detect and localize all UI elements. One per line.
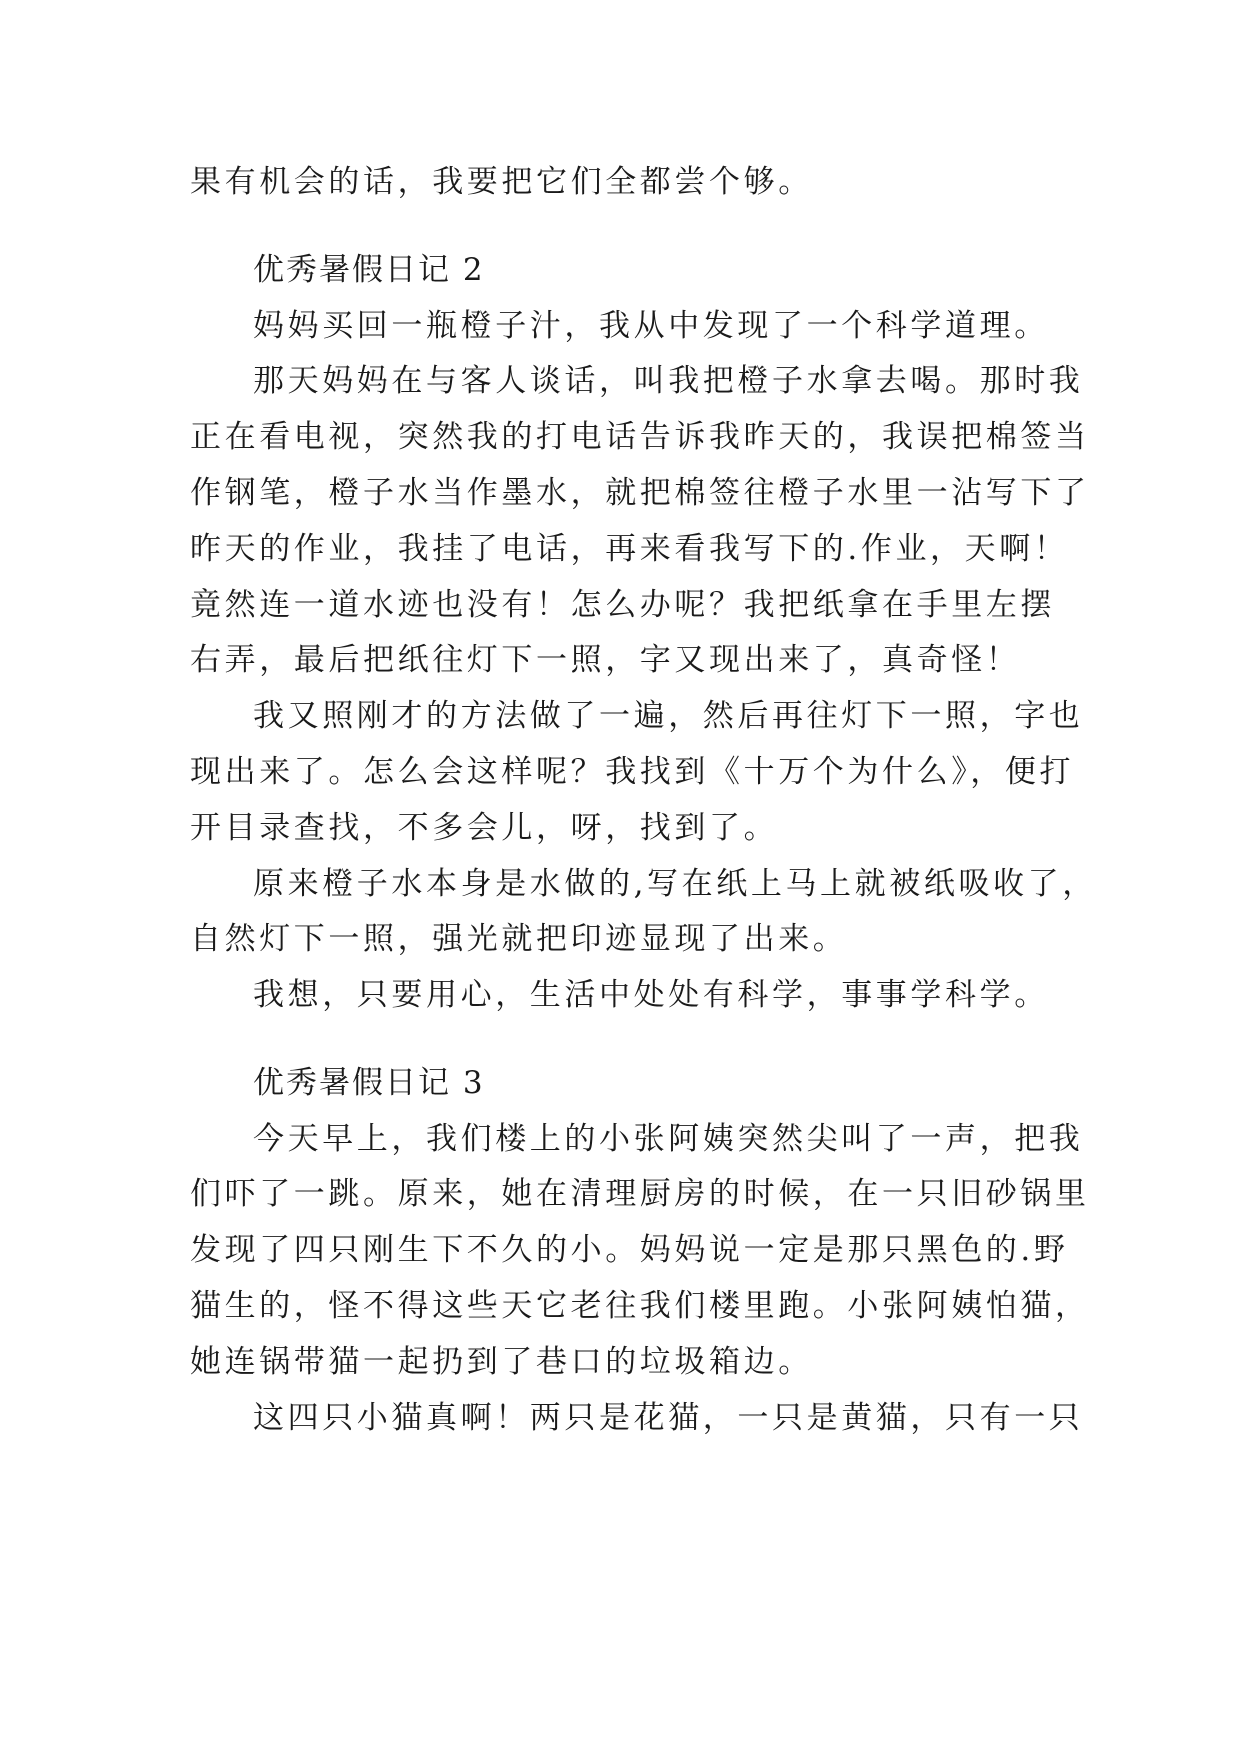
text-line: 昨天的作业，我挂了电话，再来看我写下的.作业，天啊！: [190, 531, 1069, 567]
text-line: 发现了四只刚生下不久的小。妈妈说一定是那只黑色的.野: [190, 1232, 1069, 1268]
text-line: 开目录查找，不多会儿，呀，找到了。: [190, 810, 779, 846]
text-line: 妈妈买回一瓶橙子汁，我从中发现了一个科学道理。: [253, 308, 1049, 344]
text-line: 们吓了一跳。原来，她在清理厨房的时候，在一只旧砂锅里: [190, 1176, 1090, 1212]
text-line: 竟然连一道水迹也没有！怎么办呢？我把纸拿在手里左摆: [190, 587, 1055, 623]
text-line: 自然灯下一照，强光就把印迹显现了出来。: [190, 921, 848, 957]
diary-heading-2: 优秀暑假日记 2: [253, 252, 485, 288]
text-line: 她连锅带猫一起扔到了巷口的垃圾箱边。: [190, 1344, 813, 1380]
text-line: 今天早上，我们楼上的小张阿姨突然尖叫了一声，把我: [253, 1121, 1084, 1157]
diary-heading-3: 优秀暑假日记 3: [253, 1065, 485, 1101]
text-line: 这四只小猫真啊！两只是花猫，一只是黄猫，只有一只: [253, 1400, 1084, 1436]
text-line: 作钢笔，橙子水当作墨水，就把棉签往橙子水里一沾写下了: [190, 475, 1090, 511]
text-line: 原来橙子水本身是水做的,写在纸上马上就被纸吸收了，: [253, 866, 1097, 902]
text-line: 我又照刚才的方法做了一遍，然后再往灯下一照，字也: [253, 698, 1084, 734]
text-line: 现出来了。怎么会这样呢？我找到《十万个为什么》，便打: [190, 754, 1075, 790]
text-line: 正在看电视，突然我的打电话告诉我昨天的，我误把棉签当: [190, 419, 1090, 455]
text-line: 猫生的，怪不得这些天它老往我们楼里跑。小张阿姨怕猫，: [190, 1288, 1090, 1324]
text-line: 右弄，最后把纸往灯下一照，字又现出来了，真奇怪！: [190, 642, 1021, 678]
text-line: 我想，只要用心，生活中处处有科学，事事学科学。: [253, 977, 1049, 1013]
text-line: 果有机会的话，我要把它们全都尝个够。: [190, 164, 813, 200]
text-line: 那天妈妈在与客人谈话，叫我把橙子水拿去喝。那时我: [253, 363, 1084, 399]
